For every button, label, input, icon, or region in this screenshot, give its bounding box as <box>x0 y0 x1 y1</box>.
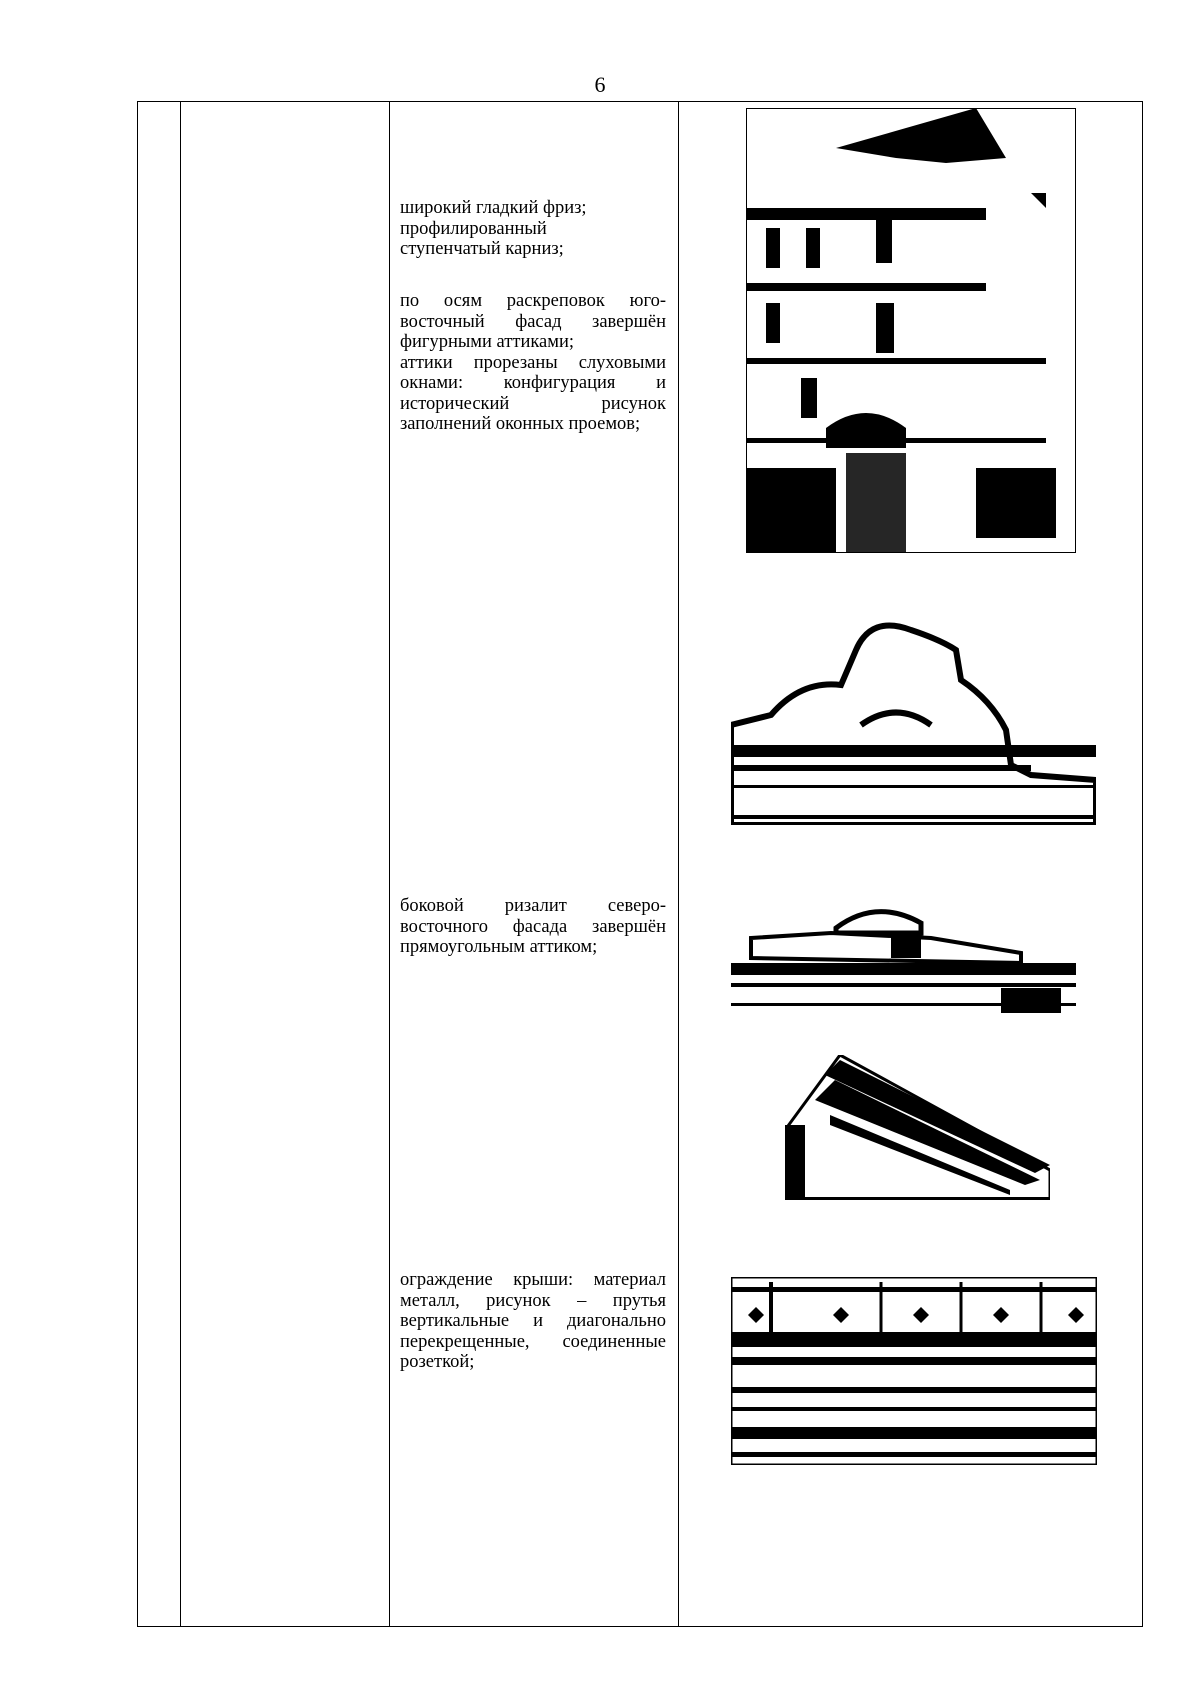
dormer-line: аттики прорезаны слуховыми окнами: конфигурация и исторический рисунок заполнений оконных проемов; <box>400 352 666 434</box>
description-frieze-cornice <box>400 198 666 260</box>
cornice-corner-photo <box>785 1055 1050 1200</box>
frieze-line: широкий гладкий фриз; <box>400 198 587 218</box>
risalit-text: боковой ризалит северо-восточного фасада завершён прямоугольным аттиком; <box>400 896 666 957</box>
column-divider-3 <box>678 102 679 1626</box>
column-divider-2 <box>389 102 390 1626</box>
description-roof-railing <box>400 1270 666 1373</box>
railing-text: ограждение крыши: материал металл, рисунок – прутья вертикальные и диагонально перекрещенные, соединенные розеткой; <box>400 1270 666 1372</box>
cornice-line-1: профилированный <box>400 218 547 239</box>
cornice-line-2: ступенчатый карниз; <box>400 239 564 259</box>
description-risalit <box>400 896 666 958</box>
page-number: 6 <box>594 72 606 97</box>
rectangular-attic-photo <box>731 893 1076 1018</box>
curved-attic-photo <box>731 605 1096 825</box>
description-attics <box>400 291 666 435</box>
facade-photo <box>746 108 1076 553</box>
roof-railing-photo <box>731 1277 1097 1465</box>
column-divider-1 <box>180 102 181 1626</box>
attics-line: по осям раскреповок юго-восточный фасад завершён фигурными аттиками; <box>400 291 666 352</box>
